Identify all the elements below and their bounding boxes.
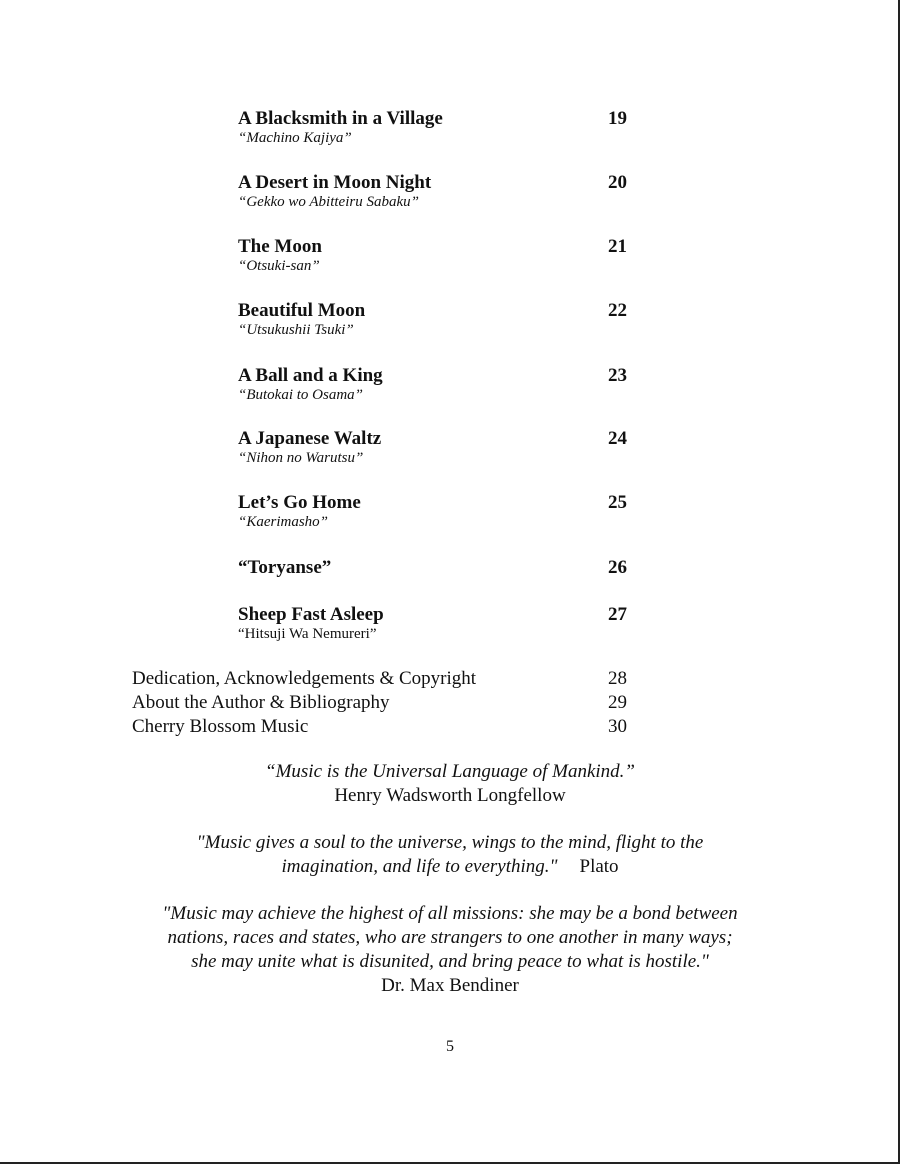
quote-text: "Music may achieve the highest of all missions: she may be a bond between xyxy=(162,903,738,924)
song-page-number: 19 xyxy=(608,108,627,129)
quote-text: imagination, and life to everything." xyxy=(281,856,558,877)
song-title: A Ball and a King xyxy=(238,365,383,386)
song-subtitle: “Kaerimasho” xyxy=(238,514,329,530)
song-page-number: 27 xyxy=(608,604,627,625)
page-number: 5 xyxy=(446,1038,454,1055)
song-subtitle: “Gekko wo Abitteiru Sabaku” xyxy=(238,194,419,210)
entry-page-number: 30 xyxy=(608,716,627,737)
song-title: A Blacksmith in a Village xyxy=(238,108,443,129)
song-subtitle: “Machino Kajiya” xyxy=(238,130,352,146)
quote-longfellow xyxy=(100,760,800,808)
song-subtitle: “Utsukushii Tsuki” xyxy=(238,322,354,338)
entry-page-number: 29 xyxy=(608,692,627,713)
song-page-number: 26 xyxy=(608,557,627,578)
song-subtitle: “Otsuki-san” xyxy=(238,258,320,274)
song-title: Sheep Fast Asleep xyxy=(238,604,384,625)
quote-text: “Music is the Universal Language of Mankind.” xyxy=(265,761,635,782)
song-title: Beautiful Moon xyxy=(238,300,366,321)
song-subtitle: “Nihon no Warutsu” xyxy=(238,450,364,466)
quote-author: Henry Wadsworth Longfellow xyxy=(334,785,566,806)
song-page-number: 20 xyxy=(608,172,627,193)
song-title: Let’s Go Home xyxy=(238,492,361,513)
song-page-number: 22 xyxy=(608,300,627,321)
song-page-number: 23 xyxy=(608,365,627,386)
quote-plato xyxy=(100,831,800,879)
quote-text: nations, races and states, who are strangers to one another in many ways; xyxy=(167,927,733,948)
quote-author: Dr. Max Bendiner xyxy=(381,975,519,996)
song-subtitle: “Butokai to Osama” xyxy=(238,387,364,403)
song-title: A Desert in Moon Night xyxy=(238,172,432,193)
song-title: “Toryanse” xyxy=(238,557,332,578)
entry-label: Cherry Blossom Music xyxy=(132,716,309,737)
song-title: The Moon xyxy=(238,236,322,257)
entry-label: About the Author & Bibliography xyxy=(132,692,390,713)
song-title: A Japanese Waltz xyxy=(238,428,382,449)
quote-text: she may unite what is disunited, and bring peace to what is hostile." xyxy=(191,951,709,972)
song-subtitle: “Hitsuji Wa Nemureri” xyxy=(238,626,377,642)
entry-label: Dedication, Acknowledgements & Copyright xyxy=(132,668,477,689)
song-page-number: 25 xyxy=(608,492,627,513)
song-page-number: 24 xyxy=(608,428,627,449)
entry-page-number: 28 xyxy=(608,668,627,689)
song-page-number: 21 xyxy=(608,236,627,257)
quote-text: "Music gives a soul to the universe, wings to the mind, flight to the xyxy=(196,832,704,853)
quote-author: Plato xyxy=(579,856,619,877)
quote-bendiner xyxy=(100,902,800,998)
